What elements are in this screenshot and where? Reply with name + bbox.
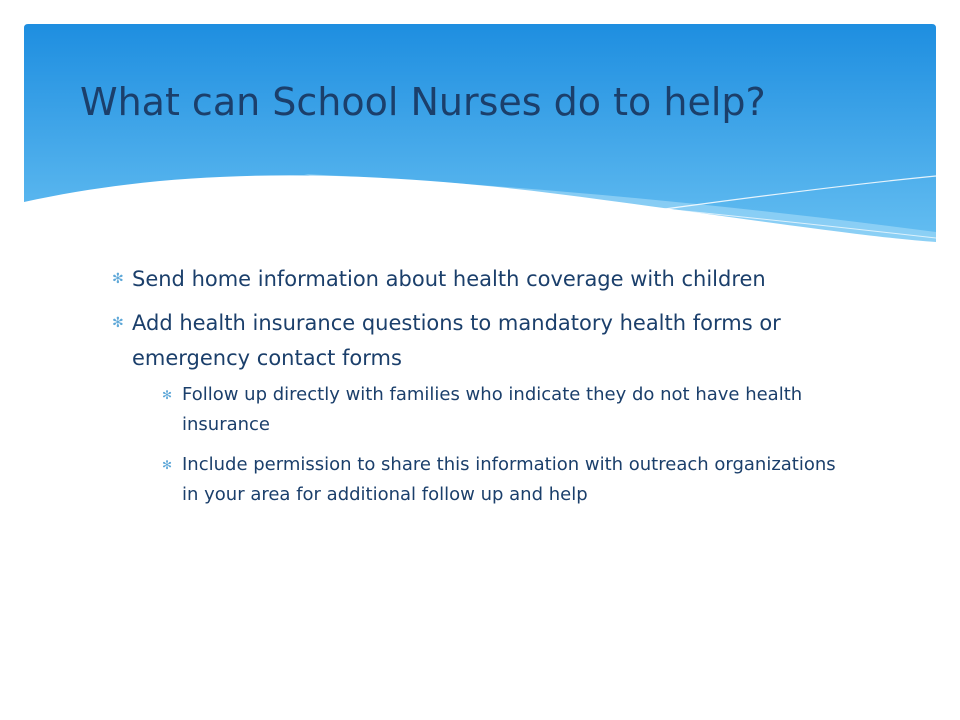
sub-bullet-item [162,380,852,440]
sub-bullet-text: Follow up directly with families who indicate they do not have health insurance [182,384,803,435]
bullet-marker-icon: ✻ [112,271,124,287]
slide-title: What can School Nurses do to help? [80,80,766,124]
bullet-item [112,306,852,510]
bullet-marker-icon: ✻ [112,315,124,331]
bullet-text: Add health insurance questions to mandatory health forms or emergency contact forms [132,311,781,370]
slide-body [112,262,852,520]
sub-bullet-item [162,450,852,510]
bullet-text: Send home information about health coverage with children [132,267,766,291]
bullet-item [112,262,852,297]
sub-bullet-list [132,380,852,510]
sub-bullet-marker-icon: ✻ [162,388,173,402]
header-wave-graphic [24,24,936,264]
sub-bullet-marker-icon: ✻ [162,458,173,472]
sub-bullet-text: Include permission to share this information with outreach organizations in your area for additional follow up and help [182,454,836,505]
bullet-list [112,262,852,510]
header-wave-band [24,24,936,264]
